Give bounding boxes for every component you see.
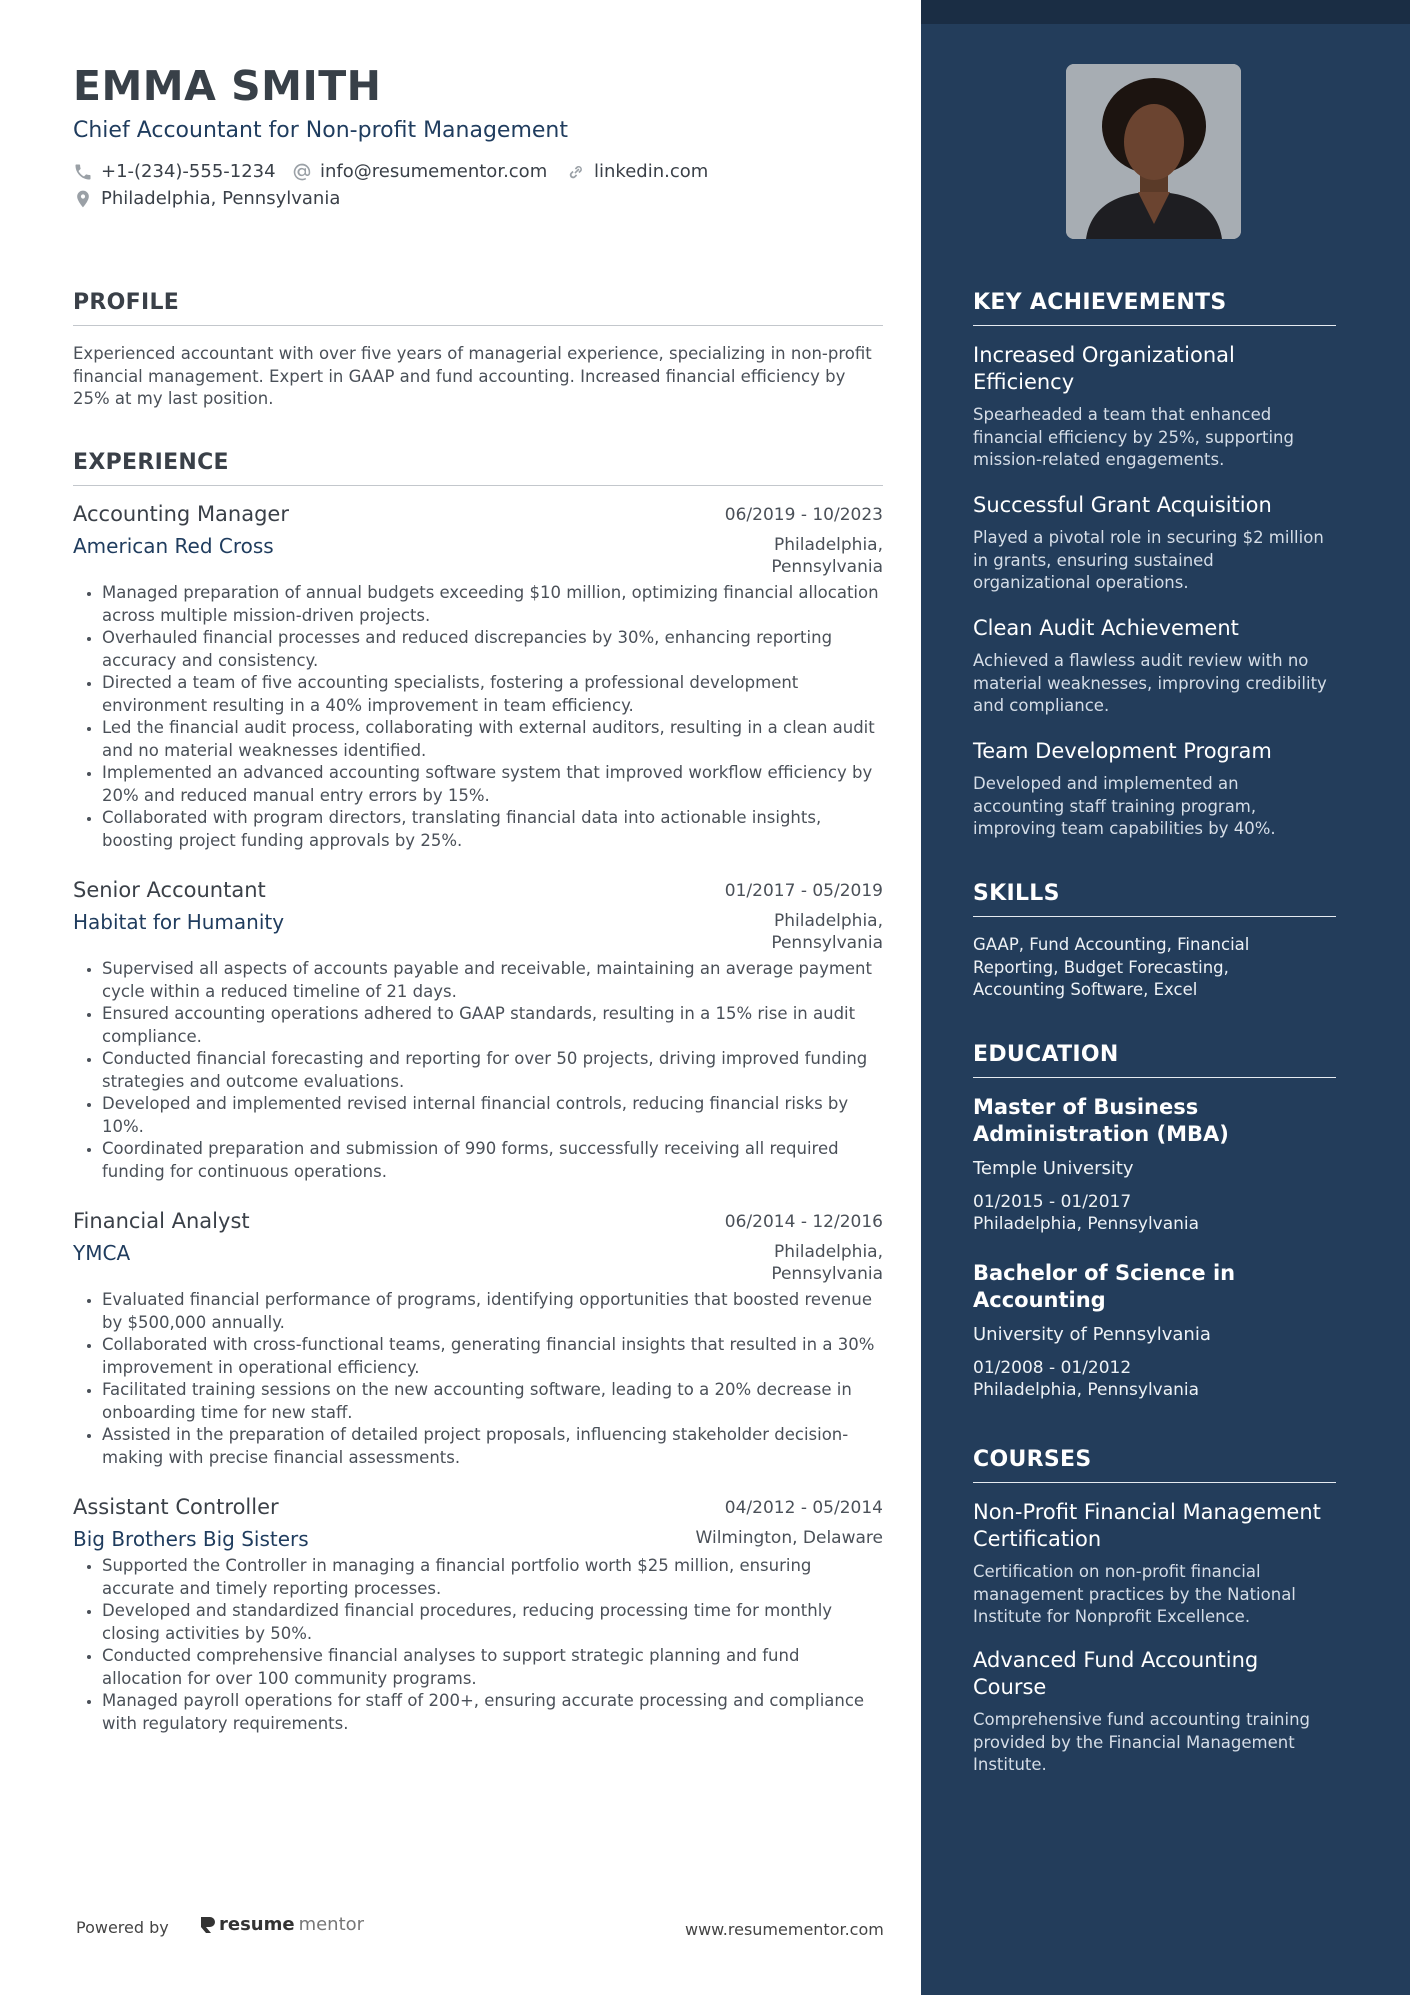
contact-linkedin[interactable] bbox=[566, 161, 708, 182]
contact-phone[interactable] bbox=[73, 161, 276, 182]
education-item bbox=[973, 1260, 1333, 1401]
achievement-desc: Played a pivotal role in securing $2 million in grants, ensuring sustained organizational operations. bbox=[973, 528, 1324, 592]
course-desc: Certification on non-profit financial management practices by the National Institute for Nonprofit Excellence. bbox=[973, 1562, 1296, 1626]
job-company: Habitat for Humanity bbox=[73, 910, 285, 934]
portrait-image bbox=[1066, 64, 1241, 239]
profile-heading: PROFILE bbox=[73, 290, 883, 326]
candidate-title: Chief Accountant for Non-profit Management bbox=[73, 118, 568, 143]
job-dates: 04/2012 - 05/2014 bbox=[724, 1498, 883, 1518]
job-bullet: • Assisted in the preparation of detailed project proposals, influencing stakeholder decision-making with precise financial assessments. bbox=[102, 1424, 883, 1469]
achievement-item bbox=[973, 492, 1333, 595]
linkedin-text: linkedin.com bbox=[594, 161, 709, 182]
job-location: Philadelphia, Pennsylvania bbox=[771, 535, 883, 577]
job-entry bbox=[73, 502, 883, 852]
job-bullet: • Evaluated financial performance of programs, identifying opportunities that boosted revenue by $500,000 annually. bbox=[102, 1289, 883, 1334]
job-title: Financial Analyst bbox=[73, 1209, 250, 1233]
education-school: Temple University bbox=[973, 1158, 1134, 1179]
job-bullet: • Coordinated preparation and submission of 990 forms, successfully receiving all required funding for continuous operations. bbox=[102, 1138, 883, 1183]
job-bullet: • Managed preparation of annual budgets exceeding $10 million, optimizing financial allocation across multiple mission-driven projects. bbox=[102, 582, 883, 627]
achievement-title: Successful Grant Acquisition bbox=[973, 493, 1272, 517]
job-bullet: • Managed payroll operations for staff of 200+, ensuring accurate processing and compliance with regulatory requirements. bbox=[102, 1690, 883, 1735]
course-item bbox=[973, 1499, 1333, 1629]
course-title: Non-Profit Financial Management Certification bbox=[973, 1500, 1321, 1551]
job-company: American Red Cross bbox=[73, 534, 274, 558]
courses-heading: COURSES bbox=[973, 1447, 1336, 1483]
contact-location bbox=[73, 188, 340, 209]
job-dates: 06/2019 - 10/2023 bbox=[724, 505, 883, 525]
job-bullet: • Directed a team of five accounting specialists, fostering a professional development environment resulting in a 40% improvement in team efficiency. bbox=[102, 672, 883, 717]
logo-mark-icon bbox=[199, 1915, 215, 1935]
achievement-title: Team Development Program bbox=[973, 739, 1272, 763]
achievements-heading: KEY ACHIEVEMENTS bbox=[973, 290, 1336, 326]
skills-heading: SKILLS bbox=[973, 881, 1336, 917]
education-school: University of Pennsylvania bbox=[973, 1324, 1211, 1345]
education-item bbox=[973, 1094, 1333, 1235]
sidebar-top-bar bbox=[921, 0, 1410, 24]
email-text: info@resumementor.com bbox=[320, 161, 548, 182]
job-bullet: • Collaborated with program directors, translating financial data into actionable insights, boosting project funding approvals by 25%. bbox=[102, 807, 883, 852]
job-bullet: • Developed and standardized financial procedures, reducing processing time for monthly closing activities by 50%. bbox=[102, 1600, 883, 1645]
job-title: Senior Accountant bbox=[73, 878, 266, 902]
job-entry bbox=[73, 1209, 883, 1469]
job-bullet: • Supported the Controller in managing a financial portfolio worth $25 million, ensuring accurate and timely reporting processes. bbox=[102, 1555, 883, 1600]
achievement-item bbox=[973, 615, 1333, 718]
job-title: Accounting Manager bbox=[73, 502, 289, 526]
job-location: Philadelphia, Pennsylvania bbox=[771, 1242, 883, 1284]
education-dates: 01/2008 - 01/2012 bbox=[973, 1358, 1132, 1378]
achievement-title: Clean Audit Achievement bbox=[973, 616, 1239, 640]
powered-by-label: Powered by bbox=[76, 1918, 169, 1937]
experience-heading: EXPERIENCE bbox=[73, 450, 883, 486]
education-degree: Bachelor of Science in Accounting bbox=[973, 1261, 1236, 1312]
education-degree: Master of Business Administration (MBA) bbox=[973, 1095, 1229, 1146]
footer-url[interactable]: www.resumementor.com bbox=[685, 1920, 884, 1939]
job-bullet: • Developed and implemented revised internal financial controls, reducing financial risks by 10%. bbox=[102, 1093, 883, 1138]
job-dates: 06/2014 - 12/2016 bbox=[724, 1212, 883, 1232]
job-location: Wilmington, Delaware bbox=[695, 1528, 883, 1548]
job-bullet: • Conducted financial forecasting and reporting for over 50 projects, driving improved funding strategies and outcome evaluations. bbox=[102, 1048, 883, 1093]
link-icon bbox=[566, 162, 586, 182]
achievement-title: Increased Organizational Efficiency bbox=[973, 343, 1235, 394]
achievement-desc: Developed and implemented an accounting staff training program, improving team capabilities by 40%. bbox=[973, 774, 1276, 838]
job-bullets bbox=[73, 958, 883, 1183]
job-location: Philadelphia, Pennsylvania bbox=[771, 911, 883, 953]
job-bullets bbox=[73, 582, 883, 852]
candidate-name: EMMA SMITH bbox=[73, 62, 382, 110]
job-bullet: • Implemented an advanced accounting software system that improved workflow efficiency by 20% and reduced manual entry errors by 15%. bbox=[102, 762, 883, 807]
achievement-desc: Spearheaded a team that enhanced financial efficiency by 25%, supporting mission-related engagements. bbox=[973, 405, 1294, 469]
location-text: Philadelphia, Pennsylvania bbox=[101, 188, 341, 209]
job-entry bbox=[73, 1495, 883, 1735]
logo-text-bold: resume bbox=[219, 1914, 295, 1935]
education-location: Philadelphia, Pennsylvania bbox=[973, 1214, 1200, 1234]
contact-email[interactable] bbox=[292, 161, 547, 182]
education-heading: EDUCATION bbox=[973, 1042, 1336, 1078]
at-icon bbox=[292, 162, 312, 182]
phone-icon bbox=[73, 162, 93, 182]
profile-summary: Experienced accountant with over five years of managerial experience, specializing in non-profit financial management. Expert in GAAP and fund accounting. Increased financial efficiency by 25% at my last position. bbox=[73, 344, 872, 408]
achievement-item bbox=[973, 738, 1333, 841]
job-bullet: • Supervised all aspects of accounts payable and receivable, maintaining an average payment cycle within a reduced timeline of 21 days. bbox=[102, 958, 883, 1003]
job-bullet: • Overhauled financial processes and reduced discrepancies by 30%, enhancing reporting accuracy and consistency. bbox=[102, 627, 883, 672]
resumementor-logo[interactable] bbox=[199, 1914, 364, 1935]
job-company: YMCA bbox=[73, 1241, 131, 1265]
course-item bbox=[973, 1647, 1333, 1777]
job-entry bbox=[73, 878, 883, 1183]
achievement-desc: Achieved a flawless audit review with no material weaknesses, improving credibility and compliance. bbox=[973, 651, 1327, 715]
education-location: Philadelphia, Pennsylvania bbox=[973, 1380, 1200, 1400]
location-pin-icon bbox=[73, 189, 93, 209]
job-bullet: • Facilitated training sessions on the new accounting software, leading to a 20% decrease in onboarding time for new staff. bbox=[102, 1379, 883, 1424]
job-bullet: • Collaborated with cross-functional teams, generating financial insights that resulted in a 30% improvement in operational efficiency. bbox=[102, 1334, 883, 1379]
job-bullet: • Led the financial audit process, collaborating with external auditors, resulting in a clean audit and no material weaknesses identified. bbox=[102, 717, 883, 762]
course-desc: Comprehensive fund accounting training provided by the Financial Management Institute. bbox=[973, 1710, 1311, 1774]
phone-text: +1-(234)-555-1234 bbox=[101, 161, 276, 182]
logo-text-light: mentor bbox=[298, 1914, 365, 1935]
education-dates: 01/2015 - 01/2017 bbox=[973, 1192, 1132, 1212]
job-bullet: • Ensured accounting operations adhered to GAAP standards, resulting in a 15% rise in audit compliance. bbox=[102, 1003, 883, 1048]
job-bullets bbox=[73, 1555, 883, 1735]
job-bullet: • Conducted comprehensive financial analyses to support strategic planning and fund allocation for over 100 community programs. bbox=[102, 1645, 883, 1690]
job-bullets bbox=[73, 1289, 883, 1469]
skills-list: GAAP, Fund Accounting, Financial Reporting, Budget Forecasting, Accounting Software, Excel bbox=[973, 935, 1250, 999]
profile-photo bbox=[1066, 64, 1241, 239]
course-title: Advanced Fund Accounting Course bbox=[973, 1648, 1259, 1699]
job-title: Assistant Controller bbox=[73, 1495, 279, 1519]
job-dates: 01/2017 - 05/2019 bbox=[724, 881, 883, 901]
achievement-item bbox=[973, 342, 1333, 472]
job-company: Big Brothers Big Sisters bbox=[73, 1527, 309, 1551]
